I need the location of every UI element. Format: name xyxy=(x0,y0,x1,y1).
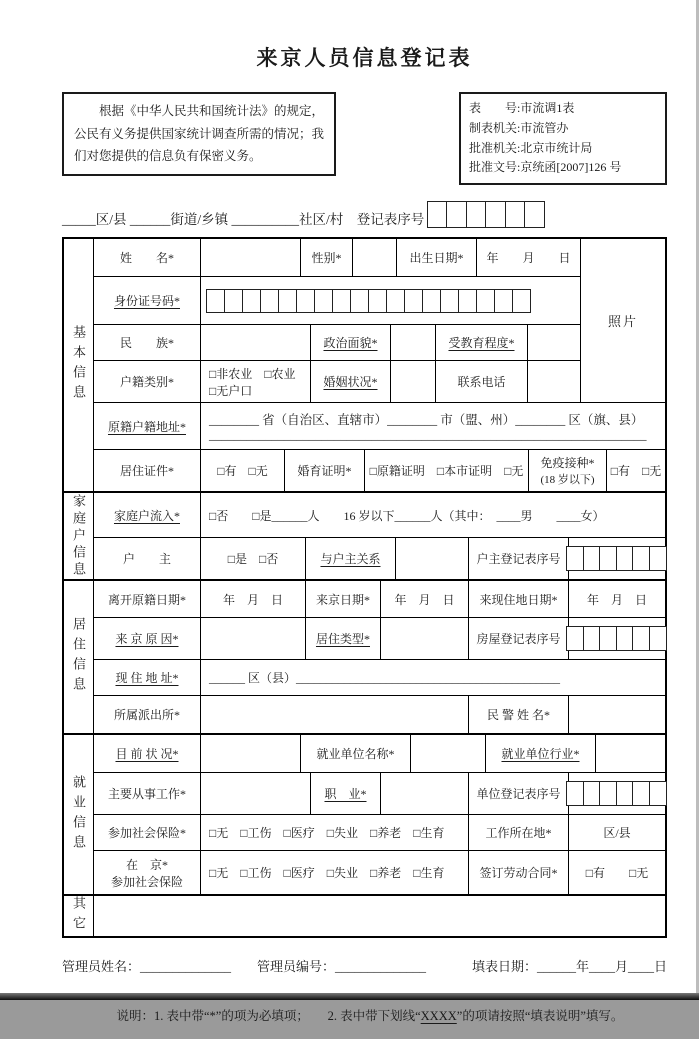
origin-address-line2: ______________________________________________________________________ xyxy=(209,427,647,442)
id-number-boxes xyxy=(207,289,531,313)
registration-serial-boxes xyxy=(428,201,545,228)
section-employment-info xyxy=(64,733,665,894)
digit-box xyxy=(566,626,584,651)
employer-industry-label: 就业单位行业* xyxy=(501,747,580,762)
labor-contract-options: □有 □无 xyxy=(568,851,665,894)
main-work-label: 主要从事工作* xyxy=(107,787,186,802)
photo-placeholder: 照片 xyxy=(580,239,665,402)
community-blank: __________ xyxy=(231,212,300,228)
work-location-label: 工作所在地* xyxy=(468,815,568,850)
section-basic-info xyxy=(64,239,665,491)
row-social-insurance xyxy=(94,814,665,850)
section-basic-label: 基本信息 xyxy=(71,325,86,406)
digit-box xyxy=(368,289,388,313)
basic-top-block xyxy=(94,239,665,402)
house-serial-label: 房屋登记表序号 xyxy=(468,618,568,659)
street-blank: ______ xyxy=(129,212,171,228)
name-value-cell xyxy=(200,239,300,276)
relation-to-head-label: 与户主关系 xyxy=(320,552,381,567)
digit-box xyxy=(649,626,667,651)
digit-box xyxy=(466,201,487,228)
occupation-label: 职 业* xyxy=(324,787,367,802)
row-current-status xyxy=(94,735,665,772)
gender-label: 性别* xyxy=(300,239,352,276)
main-work-value-cell xyxy=(200,773,310,814)
form-table xyxy=(62,237,667,938)
household-inflow-options: □否 □是______人 16 岁以下______人（其中： ____男 ____女） xyxy=(200,493,665,537)
location-line xyxy=(62,201,667,228)
section-residence-label-cell xyxy=(64,581,94,733)
digit-box xyxy=(422,289,442,313)
form-meta-box xyxy=(459,92,667,185)
section-residence-info xyxy=(64,579,665,733)
digit-box xyxy=(616,626,634,651)
current-status-value-cell xyxy=(200,735,300,772)
digit-box xyxy=(566,781,584,806)
education-label: 受教育程度* xyxy=(448,336,515,351)
digit-box xyxy=(278,289,298,313)
work-location-value: 区/县 xyxy=(568,815,665,850)
digit-box xyxy=(599,546,617,571)
digit-box xyxy=(242,289,262,313)
unit-serial-label: 单位登记表序号 xyxy=(468,773,568,814)
residence-permit-label: 居住证件* xyxy=(119,464,174,479)
scan-edge-bottom xyxy=(0,993,699,1000)
admin-number-field: 管理员编号：______________ xyxy=(257,959,427,975)
phone-value-cell xyxy=(527,361,580,402)
row-residence-dates xyxy=(94,581,665,617)
vaccination-label: 免疫接种* xyxy=(540,456,595,471)
residence-type-value-cell xyxy=(380,618,468,659)
digit-box xyxy=(599,781,617,806)
row-name xyxy=(94,239,580,276)
header-row xyxy=(62,92,667,185)
note-prefix: 说明：1. 表中带“*”的项为必填项； 2. 表中带下划线“ xyxy=(116,1009,421,1024)
beijing-insurance-label-line1: 在 京* xyxy=(125,857,168,872)
section-other xyxy=(64,894,665,936)
employer-name-label: 就业单位名称* xyxy=(300,735,410,772)
row-beijing-social-insurance xyxy=(94,850,665,894)
meta-approving-agency: 批准机关:北京市统计局 xyxy=(469,140,593,155)
admin-name-field: 管理员姓名：______________ xyxy=(62,959,232,975)
beijing-insurance-options: □无 □工伤 □医疗 □失业 □养老 □生育 xyxy=(200,851,468,894)
row-main-work xyxy=(94,772,665,814)
reason-label: 来 京 原 因* xyxy=(115,632,179,647)
digit-box xyxy=(524,201,545,228)
digit-box xyxy=(427,201,448,228)
hukou-type-label: 户籍类别* xyxy=(119,375,174,390)
digit-box xyxy=(512,289,532,313)
section-household-info xyxy=(64,491,665,579)
row-hukou-type xyxy=(94,360,580,402)
head-serial-label: 户主登记表序号 xyxy=(468,538,568,579)
district-label: 区/县 xyxy=(95,212,130,228)
other-value-cell xyxy=(94,896,665,936)
digit-box xyxy=(332,289,352,313)
note-suffix: ”的项请按照“填表说明”填写。 xyxy=(456,1009,624,1024)
digit-box xyxy=(224,289,244,313)
occupation-value-cell xyxy=(380,773,468,814)
digit-box xyxy=(599,626,617,651)
section-household-label: 家庭户信息 xyxy=(71,493,86,579)
residence-permit-options: □有 □无 xyxy=(200,450,284,491)
marriage-cert-options: □原籍证明 □本市证明 □无 xyxy=(364,450,528,491)
community-label: 社区/村 xyxy=(299,212,357,228)
gender-value-cell xyxy=(352,239,396,276)
marital-status-label: 婚姻状况* xyxy=(323,375,378,390)
current-address-label: 现 住 地 址* xyxy=(115,671,179,686)
phone-label: 联系电话 xyxy=(435,361,527,402)
row-ethnicity xyxy=(94,324,580,360)
employer-industry-value-cell xyxy=(595,735,665,772)
digit-box xyxy=(476,289,496,313)
registration-serial-label: 登记表序号 xyxy=(356,212,425,228)
row-origin-address xyxy=(94,402,665,449)
digit-box xyxy=(583,781,601,806)
employer-name-value-cell xyxy=(410,735,485,772)
officer-name-value-cell xyxy=(568,696,665,733)
row-other xyxy=(94,896,665,936)
leave-origin-date-label: 离开原籍日期* xyxy=(107,592,186,607)
digit-box xyxy=(446,201,467,228)
social-insurance-label: 参加社会保险* xyxy=(107,826,186,841)
street-label: 街道/乡镇 xyxy=(170,212,232,228)
meta-issuing-agency: 制表机关:市流管办 xyxy=(469,120,569,135)
row-reason-for-coming xyxy=(94,617,665,659)
section-basic-label-cell xyxy=(64,239,94,491)
meta-approval-number: 批准文号:京统函[2007]126 号 xyxy=(469,160,622,175)
digit-box xyxy=(296,289,316,313)
digit-box xyxy=(260,289,280,313)
digit-box xyxy=(649,781,667,806)
digit-box xyxy=(583,626,601,651)
arrive-beijing-date-value: 年 月 日 xyxy=(380,581,468,617)
birthdate-value: 年 月 日 xyxy=(476,239,580,276)
digit-box xyxy=(505,201,526,228)
digit-box xyxy=(632,626,650,651)
fill-date-field: 填表日期：______年____月____日 xyxy=(471,959,667,975)
officer-name-label: 民 警 姓 名* xyxy=(468,696,568,733)
household-head-options: □是 □否 xyxy=(200,538,305,579)
section-household-label-cell xyxy=(64,493,94,579)
vaccination-options: □有 □无 xyxy=(606,450,665,491)
digit-box xyxy=(632,546,650,571)
section-residence-label: 居住信息 xyxy=(71,617,86,698)
row-police-station xyxy=(94,695,665,733)
name-label: 姓 名* xyxy=(119,251,174,266)
digit-box xyxy=(583,546,601,571)
digit-box xyxy=(616,781,634,806)
relation-to-head-value-cell xyxy=(395,538,468,579)
social-insurance-options: □无 □工伤 □医疗 □失业 □养老 □生育 xyxy=(200,815,468,850)
house-serial-boxes xyxy=(568,626,667,651)
footer-admin-line xyxy=(62,956,667,975)
digit-box xyxy=(458,289,478,313)
current-address-date-value: 年 月 日 xyxy=(568,581,665,617)
current-address-value: ______ 区（县）____________________________________________ xyxy=(200,660,665,695)
education-value-cell xyxy=(527,325,580,360)
digit-box xyxy=(566,546,584,571)
unit-serial-boxes xyxy=(568,781,667,806)
current-address-date-label: 来现住地日期* xyxy=(468,581,568,617)
digit-box xyxy=(440,289,460,313)
origin-address-label: 原籍户籍地址* xyxy=(107,419,186,434)
residence-type-label: 居住类型* xyxy=(315,632,370,647)
head-serial-boxes xyxy=(568,546,667,571)
arrive-beijing-date-label: 来京日期* xyxy=(305,581,380,617)
digit-box xyxy=(649,546,667,571)
marital-status-value-cell xyxy=(390,361,435,402)
marriage-cert-label: 婚育证明* xyxy=(284,450,364,491)
row-current-address xyxy=(94,659,665,695)
labor-contract-label: 签订劳动合同* xyxy=(468,851,568,894)
hukou-options-line2: □无户口 xyxy=(209,383,253,398)
id-number-label: 身份证号码* xyxy=(113,294,180,309)
section-other-label: 其它 xyxy=(71,896,86,937)
digit-box xyxy=(494,289,514,313)
political-status-label: 政治面貌* xyxy=(323,336,378,351)
section-other-label-cell xyxy=(64,896,94,936)
police-station-label: 所属派出所* xyxy=(113,708,180,723)
digit-box xyxy=(632,781,650,806)
digit-box xyxy=(350,289,370,313)
notice-text: 根据《中华人民共和国统计法》的规定，公民有义务提供国家统计调查所需的情况；我们对您提供的信息负有保密义务。 xyxy=(74,104,325,163)
ethnicity-label: 民 族* xyxy=(119,336,174,351)
leave-origin-date-value: 年 月 日 xyxy=(200,581,305,617)
digit-box xyxy=(386,289,406,313)
row-residence-permit xyxy=(94,449,665,491)
digit-box xyxy=(314,289,334,313)
hukou-options-line1: □非农业 □农业 xyxy=(209,366,296,381)
political-status-value-cell xyxy=(390,325,435,360)
vaccination-sublabel: (18 岁以下) xyxy=(540,474,595,487)
page-title: 来京人员信息登记表 xyxy=(256,47,473,70)
police-station-value-cell xyxy=(200,696,468,733)
household-head-label: 户 主 xyxy=(122,552,171,567)
current-status-label: 目 前 状 况* xyxy=(115,747,179,762)
meta-form-number: 表 号:市流调1表 xyxy=(469,101,575,115)
note-underlined-placeholder: XXXX xyxy=(420,1009,457,1024)
digit-box xyxy=(485,201,506,228)
statistics-law-notice-box xyxy=(62,92,336,176)
ethnicity-value-cell xyxy=(200,325,310,360)
digit-box xyxy=(616,546,634,571)
origin-address-line1: ________ 省（自治区、直辖市）________ 市（盟、州）________ 区（旗、县） xyxy=(209,412,644,427)
row-household-inflow xyxy=(94,493,665,537)
reason-value-cell xyxy=(200,618,305,659)
section-employment-label: 就业信息 xyxy=(71,774,86,855)
section-employment-label-cell xyxy=(64,735,94,894)
household-inflow-label: 家庭户流入* xyxy=(113,508,180,523)
beijing-insurance-label-line2: 参加社会保险 xyxy=(110,874,183,889)
digit-box xyxy=(404,289,424,313)
digit-box xyxy=(206,289,226,313)
birthdate-label: 出生日期* xyxy=(396,239,476,276)
district-blank: _____ xyxy=(62,212,96,228)
row-household-head xyxy=(94,537,665,579)
row-id-number xyxy=(94,276,580,324)
